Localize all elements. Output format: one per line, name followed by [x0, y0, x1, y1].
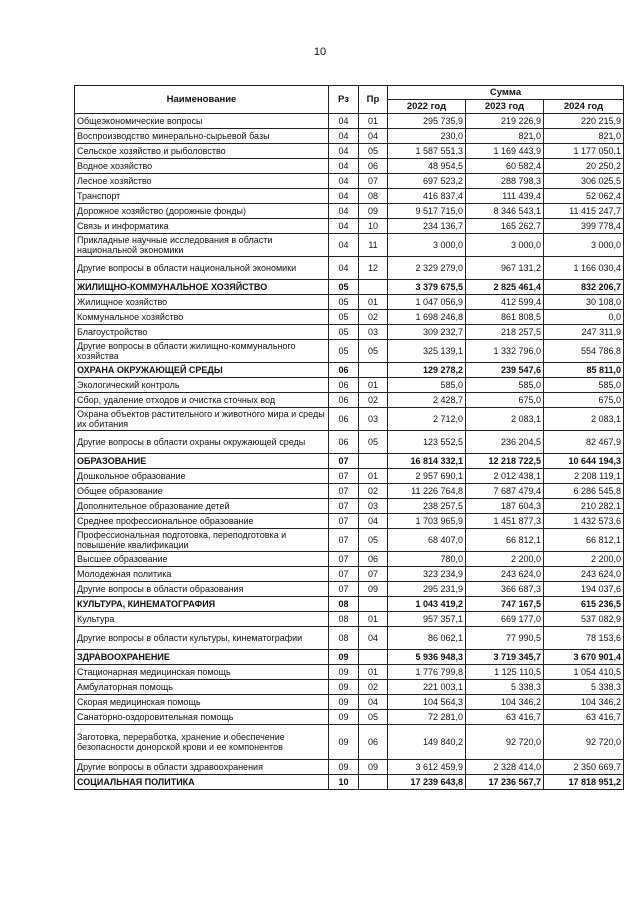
table-row [75, 144, 624, 159]
row-value-2022: 221 003,1 [388, 680, 466, 695]
row-rz: 09 [329, 725, 359, 760]
row-value-2024: 585,0 [544, 378, 624, 393]
row-pr [359, 454, 388, 469]
row-rz: 04 [329, 129, 359, 144]
row-value-2024: 1 166 030,4 [544, 257, 624, 280]
table-row [75, 378, 624, 393]
row-name: Благоустройство [75, 325, 329, 340]
row-name: Другие вопросы в области образования [75, 582, 329, 597]
row-value-2024: 17 818 951,2 [544, 775, 624, 790]
row-rz: 04 [329, 114, 359, 129]
row-pr: 07 [359, 567, 388, 582]
row-rz: 05 [329, 280, 359, 295]
row-rz: 08 [329, 597, 359, 612]
row-name: Коммунальное хозяйство [75, 310, 329, 325]
row-pr: 02 [359, 393, 388, 408]
row-value-2024: 63 416,7 [544, 710, 624, 725]
row-pr: 12 [359, 257, 388, 280]
row-value-2023: 243 624,0 [466, 567, 544, 582]
row-value-2024: 399 778,4 [544, 219, 624, 234]
row-value-2023: 219 226,9 [466, 114, 544, 129]
row-pr: 05 [359, 710, 388, 725]
row-name: Воспроизводство минерально-сырьевой базы [75, 129, 329, 144]
table-row [75, 582, 624, 597]
row-value-2023: 111 439,4 [466, 189, 544, 204]
row-value-2024: 2 350 669,7 [544, 760, 624, 775]
row-pr: 05 [359, 340, 388, 363]
header-2024: 2024 год [544, 100, 624, 114]
row-rz: 05 [329, 295, 359, 310]
row-value-2023: 66 812,1 [466, 529, 544, 552]
table-row [75, 612, 624, 627]
table-row [75, 295, 624, 310]
row-rz: 10 [329, 775, 359, 790]
table-row [75, 695, 624, 710]
row-pr: 05 [359, 529, 388, 552]
row-pr: 03 [359, 408, 388, 431]
row-value-2023: 187 604,3 [466, 499, 544, 514]
row-value-2022: 1 776 799,8 [388, 665, 466, 680]
row-value-2023: 104 346,2 [466, 695, 544, 710]
row-rz: 09 [329, 650, 359, 665]
row-value-2024: 82 467,9 [544, 431, 624, 454]
row-value-2023: 236 204,5 [466, 431, 544, 454]
row-rz: 06 [329, 408, 359, 431]
row-name: Дополнительное образование детей [75, 499, 329, 514]
row-value-2024: 243 624,0 [544, 567, 624, 582]
row-rz: 08 [329, 612, 359, 627]
row-value-2023: 2 200,0 [466, 552, 544, 567]
table-row [75, 174, 624, 189]
row-value-2024: 1 432 573,6 [544, 514, 624, 529]
table-row [75, 408, 624, 431]
row-name: Профессиональная подготовка, переподготовка и повышение квалификации [75, 529, 329, 552]
row-pr [359, 280, 388, 295]
row-pr: 04 [359, 514, 388, 529]
row-value-2024: 0,0 [544, 310, 624, 325]
row-value-2022: 3 000,0 [388, 234, 466, 257]
row-value-2024: 194 037,6 [544, 582, 624, 597]
row-pr: 09 [359, 204, 388, 219]
table-row [75, 280, 624, 295]
row-value-2023: 3 719 345,7 [466, 650, 544, 665]
row-value-2023: 967 131,2 [466, 257, 544, 280]
row-pr: 01 [359, 612, 388, 627]
row-value-2023: 288 798,3 [466, 174, 544, 189]
row-rz: 06 [329, 431, 359, 454]
row-pr: 09 [359, 760, 388, 775]
row-value-2023: 669 177,0 [466, 612, 544, 627]
table-row [75, 665, 624, 680]
row-pr: 06 [359, 552, 388, 567]
row-value-2024: 537 082,9 [544, 612, 624, 627]
table-row [75, 129, 624, 144]
row-value-2024: 52 062,4 [544, 189, 624, 204]
row-rz: 07 [329, 529, 359, 552]
row-value-2022: 234 136,7 [388, 219, 466, 234]
row-pr: 04 [359, 129, 388, 144]
row-value-2022: 2 957 690,1 [388, 469, 466, 484]
row-value-2024: 6 286 545,8 [544, 484, 624, 499]
row-value-2022: 1 047 056,9 [388, 295, 466, 310]
row-value-2024: 821,0 [544, 129, 624, 144]
row-value-2023: 8 346 543,1 [466, 204, 544, 219]
table-row [75, 363, 624, 378]
row-rz: 07 [329, 514, 359, 529]
row-rz: 05 [329, 310, 359, 325]
table-row [75, 310, 624, 325]
header-pr: Пр [359, 86, 388, 114]
row-name: Другие вопросы в области культуры, кинематографии [75, 627, 329, 650]
row-value-2024: 66 812,1 [544, 529, 624, 552]
row-value-2022: 3 379 675,5 [388, 280, 466, 295]
row-value-2022: 86 062,1 [388, 627, 466, 650]
table-row [75, 680, 624, 695]
row-value-2023: 239 547,6 [466, 363, 544, 378]
table-row [75, 204, 624, 219]
table-row [75, 514, 624, 529]
row-value-2022: 230,0 [388, 129, 466, 144]
row-value-2024: 1 177 050,1 [544, 144, 624, 159]
row-name: Дошкольное образование [75, 469, 329, 484]
header-2023: 2023 год [466, 100, 544, 114]
row-name: СОЦИАЛЬНАЯ ПОЛИТИКА [75, 775, 329, 790]
row-pr: 01 [359, 295, 388, 310]
row-pr [359, 650, 388, 665]
row-value-2022: 1 043 419,2 [388, 597, 466, 612]
row-name: Высшее образование [75, 552, 329, 567]
row-value-2024: 11 415 247,7 [544, 204, 624, 219]
row-rz: 04 [329, 159, 359, 174]
row-value-2023: 1 451 877,3 [466, 514, 544, 529]
row-value-2024: 20 250,2 [544, 159, 624, 174]
row-rz: 07 [329, 499, 359, 514]
row-name: Охрана объектов растительного и животного мира и среды их обитания [75, 408, 329, 431]
row-value-2022: 123 552,5 [388, 431, 466, 454]
row-value-2022: 72 281,0 [388, 710, 466, 725]
row-name: Культура [75, 612, 329, 627]
row-name: Общеэкономические вопросы [75, 114, 329, 129]
row-value-2022: 585,0 [388, 378, 466, 393]
row-value-2024: 3 000,0 [544, 234, 624, 257]
row-rz: 09 [329, 710, 359, 725]
row-value-2023: 3 000,0 [466, 234, 544, 257]
table-row [75, 431, 624, 454]
row-rz: 07 [329, 582, 359, 597]
row-value-2022: 309 232,7 [388, 325, 466, 340]
row-value-2024: 30 108,0 [544, 295, 624, 310]
row-name: Экологический контроль [75, 378, 329, 393]
row-rz: 04 [329, 189, 359, 204]
header-rz: Рз [329, 86, 359, 114]
row-value-2024: 675,0 [544, 393, 624, 408]
row-value-2024: 2 083,1 [544, 408, 624, 431]
row-rz: 07 [329, 552, 359, 567]
row-value-2022: 11 226 764,8 [388, 484, 466, 499]
row-name: Заготовка, переработка, хранение и обеспечение безопасности донорской крови и ее компонентов [75, 725, 329, 760]
row-pr: 03 [359, 499, 388, 514]
table-row [75, 393, 624, 408]
row-value-2022: 325 139,1 [388, 340, 466, 363]
row-value-2024: 247 311,9 [544, 325, 624, 340]
row-pr: 01 [359, 114, 388, 129]
row-value-2024: 554 786,8 [544, 340, 624, 363]
row-name: Жилищное хозяйство [75, 295, 329, 310]
row-pr: 01 [359, 378, 388, 393]
row-pr: 04 [359, 627, 388, 650]
row-value-2022: 416 837,4 [388, 189, 466, 204]
row-rz: 04 [329, 144, 359, 159]
row-value-2023: 675,0 [466, 393, 544, 408]
row-name: Амбулаторная помощь [75, 680, 329, 695]
row-value-2024: 306 025,5 [544, 174, 624, 189]
row-pr: 03 [359, 325, 388, 340]
table-row [75, 529, 624, 552]
row-pr [359, 597, 388, 612]
table-row [75, 257, 624, 280]
row-value-2022: 16 814 332,1 [388, 454, 466, 469]
row-value-2024: 10 644 194,3 [544, 454, 624, 469]
row-name: Связь и информатика [75, 219, 329, 234]
budget-table [74, 85, 624, 790]
row-value-2023: 2 328 414,0 [466, 760, 544, 775]
row-rz: 07 [329, 484, 359, 499]
row-name: Скорая медицинская помощь [75, 695, 329, 710]
row-value-2022: 957 357,1 [388, 612, 466, 627]
table-row [75, 340, 624, 363]
row-pr: 05 [359, 431, 388, 454]
row-pr: 02 [359, 310, 388, 325]
row-name: Санаторно-оздоровительная помощь [75, 710, 329, 725]
row-value-2022: 2 712,0 [388, 408, 466, 431]
row-rz: 09 [329, 695, 359, 710]
row-rz: 04 [329, 257, 359, 280]
row-value-2023: 77 990,5 [466, 627, 544, 650]
row-value-2023: 17 236 567,7 [466, 775, 544, 790]
row-pr: 05 [359, 144, 388, 159]
row-name: Сельское хозяйство и рыболовство [75, 144, 329, 159]
table-row [75, 567, 624, 582]
row-value-2023: 1 125 110,5 [466, 665, 544, 680]
table-row [75, 234, 624, 257]
row-value-2022: 1 698 246,8 [388, 310, 466, 325]
row-value-2022: 48 954,5 [388, 159, 466, 174]
row-name: Стационарная медицинская помощь [75, 665, 329, 680]
row-rz: 04 [329, 174, 359, 189]
row-pr: 01 [359, 665, 388, 680]
row-rz: 05 [329, 340, 359, 363]
row-rz: 06 [329, 363, 359, 378]
table-row [75, 325, 624, 340]
table-row [75, 114, 624, 129]
row-name: Другие вопросы в области национальной экономики [75, 257, 329, 280]
row-rz: 04 [329, 234, 359, 257]
row-name: Транспорт [75, 189, 329, 204]
row-name: Прикладные научные исследования в области национальной экономики [75, 234, 329, 257]
row-name: Дорожное хозяйство (дорожные фонды) [75, 204, 329, 219]
row-name: Лесное хозяйство [75, 174, 329, 189]
row-value-2024: 832 206,7 [544, 280, 624, 295]
row-pr: 10 [359, 219, 388, 234]
row-pr: 07 [359, 174, 388, 189]
row-value-2023: 412 599,4 [466, 295, 544, 310]
row-rz: 04 [329, 204, 359, 219]
row-value-2022: 1 587 551,3 [388, 144, 466, 159]
row-value-2023: 2 825 461,4 [466, 280, 544, 295]
row-pr: 06 [359, 725, 388, 760]
row-value-2023: 7 687 479,4 [466, 484, 544, 499]
row-value-2022: 295 735,9 [388, 114, 466, 129]
row-value-2022: 104 564,3 [388, 695, 466, 710]
table-row [75, 159, 624, 174]
row-pr [359, 363, 388, 378]
row-value-2022: 780,0 [388, 552, 466, 567]
row-rz: 06 [329, 378, 359, 393]
row-value-2024: 85 811,0 [544, 363, 624, 378]
row-value-2022: 295 231,9 [388, 582, 466, 597]
row-rz: 06 [329, 393, 359, 408]
table-row [75, 454, 624, 469]
row-value-2023: 2 012 438,1 [466, 469, 544, 484]
row-rz: 05 [329, 325, 359, 340]
row-value-2024: 615 236,5 [544, 597, 624, 612]
row-pr: 06 [359, 159, 388, 174]
row-rz: 09 [329, 680, 359, 695]
row-value-2023: 1 169 443,9 [466, 144, 544, 159]
table-row [75, 760, 624, 775]
row-value-2022: 5 936 948,3 [388, 650, 466, 665]
row-name: Другие вопросы в области здравоохранения [75, 760, 329, 775]
row-value-2023: 861 808,5 [466, 310, 544, 325]
row-value-2024: 1 054 410,5 [544, 665, 624, 680]
row-value-2024: 2 208 119,1 [544, 469, 624, 484]
row-rz: 07 [329, 469, 359, 484]
table-row [75, 650, 624, 665]
row-value-2024: 220 215,9 [544, 114, 624, 129]
table-row [75, 469, 624, 484]
row-value-2023: 60 582,4 [466, 159, 544, 174]
row-value-2024: 3 670 901,4 [544, 650, 624, 665]
table-body [75, 114, 624, 790]
row-name: КУЛЬТУРА, КИНЕМАТОГРАФИЯ [75, 597, 329, 612]
row-value-2024: 92 720,0 [544, 725, 624, 760]
row-name: ЖИЛИЩНО-КОММУНАЛЬНОЕ ХОЗЯЙСТВО [75, 280, 329, 295]
row-value-2023: 12 218 722,5 [466, 454, 544, 469]
row-value-2022: 17 239 643,8 [388, 775, 466, 790]
row-value-2023: 585,0 [466, 378, 544, 393]
header-name: Наименование [75, 86, 329, 114]
row-rz: 08 [329, 627, 359, 650]
row-value-2023: 2 083,1 [466, 408, 544, 431]
table-row [75, 189, 624, 204]
row-value-2023: 218 257,5 [466, 325, 544, 340]
row-value-2023: 92 720,0 [466, 725, 544, 760]
table-row [75, 725, 624, 760]
row-value-2024: 210 282,1 [544, 499, 624, 514]
table-row [75, 597, 624, 612]
row-value-2022: 2 428,7 [388, 393, 466, 408]
row-pr: 11 [359, 234, 388, 257]
row-value-2023: 5 338,3 [466, 680, 544, 695]
row-pr: 09 [359, 582, 388, 597]
page-number: 10 [313, 46, 327, 58]
row-value-2022: 9 517 715,0 [388, 204, 466, 219]
row-value-2024: 78 153,6 [544, 627, 624, 650]
table-row [75, 627, 624, 650]
row-rz: 04 [329, 219, 359, 234]
row-value-2023: 1 332 796,0 [466, 340, 544, 363]
row-value-2022: 149 840,2 [388, 725, 466, 760]
row-name: Сбор, удаление отходов и очистка сточных вод [75, 393, 329, 408]
row-value-2023: 821,0 [466, 129, 544, 144]
table-row [75, 499, 624, 514]
row-value-2024: 2 200,0 [544, 552, 624, 567]
row-name: ОБРАЗОВАНИЕ [75, 454, 329, 469]
row-value-2022: 68 407,0 [388, 529, 466, 552]
table-row [75, 710, 624, 725]
row-name: Молодежная политика [75, 567, 329, 582]
row-name: Водное хозяйство [75, 159, 329, 174]
row-rz: 09 [329, 665, 359, 680]
row-name: Другие вопросы в области жилищно-коммунального хозяйства [75, 340, 329, 363]
row-value-2024: 5 338,3 [544, 680, 624, 695]
row-value-2023: 366 687,3 [466, 582, 544, 597]
row-value-2023: 165 262,7 [466, 219, 544, 234]
header-2022: 2022 год [388, 100, 466, 114]
row-value-2022: 3 612 459,9 [388, 760, 466, 775]
row-rz: 07 [329, 567, 359, 582]
row-pr: 08 [359, 189, 388, 204]
row-value-2022: 129 278,2 [388, 363, 466, 378]
row-value-2024: 104 346,2 [544, 695, 624, 710]
row-value-2022: 2 329 279,0 [388, 257, 466, 280]
row-name: ЗДРАВООХРАНЕНИЕ [75, 650, 329, 665]
row-name: ОХРАНА ОКРУЖАЮЩЕЙ СРЕДЫ [75, 363, 329, 378]
row-name: Другие вопросы в области охраны окружающей среды [75, 431, 329, 454]
row-pr: 04 [359, 695, 388, 710]
row-name: Среднее профессиональное образование [75, 514, 329, 529]
table-row [75, 775, 624, 790]
row-value-2022: 323 234,9 [388, 567, 466, 582]
row-pr: 01 [359, 469, 388, 484]
row-rz: 07 [329, 454, 359, 469]
header-sum: Сумма [388, 86, 624, 100]
row-pr [359, 775, 388, 790]
row-value-2022: 697 523,2 [388, 174, 466, 189]
table-row [75, 484, 624, 499]
row-name: Общее образование [75, 484, 329, 499]
row-value-2023: 63 416,7 [466, 710, 544, 725]
table-row [75, 552, 624, 567]
row-value-2023: 747 167,5 [466, 597, 544, 612]
row-value-2022: 1 703 965,9 [388, 514, 466, 529]
table-row [75, 219, 624, 234]
row-pr: 02 [359, 680, 388, 695]
row-pr: 02 [359, 484, 388, 499]
row-value-2022: 238 257,5 [388, 499, 466, 514]
row-rz: 09 [329, 760, 359, 775]
